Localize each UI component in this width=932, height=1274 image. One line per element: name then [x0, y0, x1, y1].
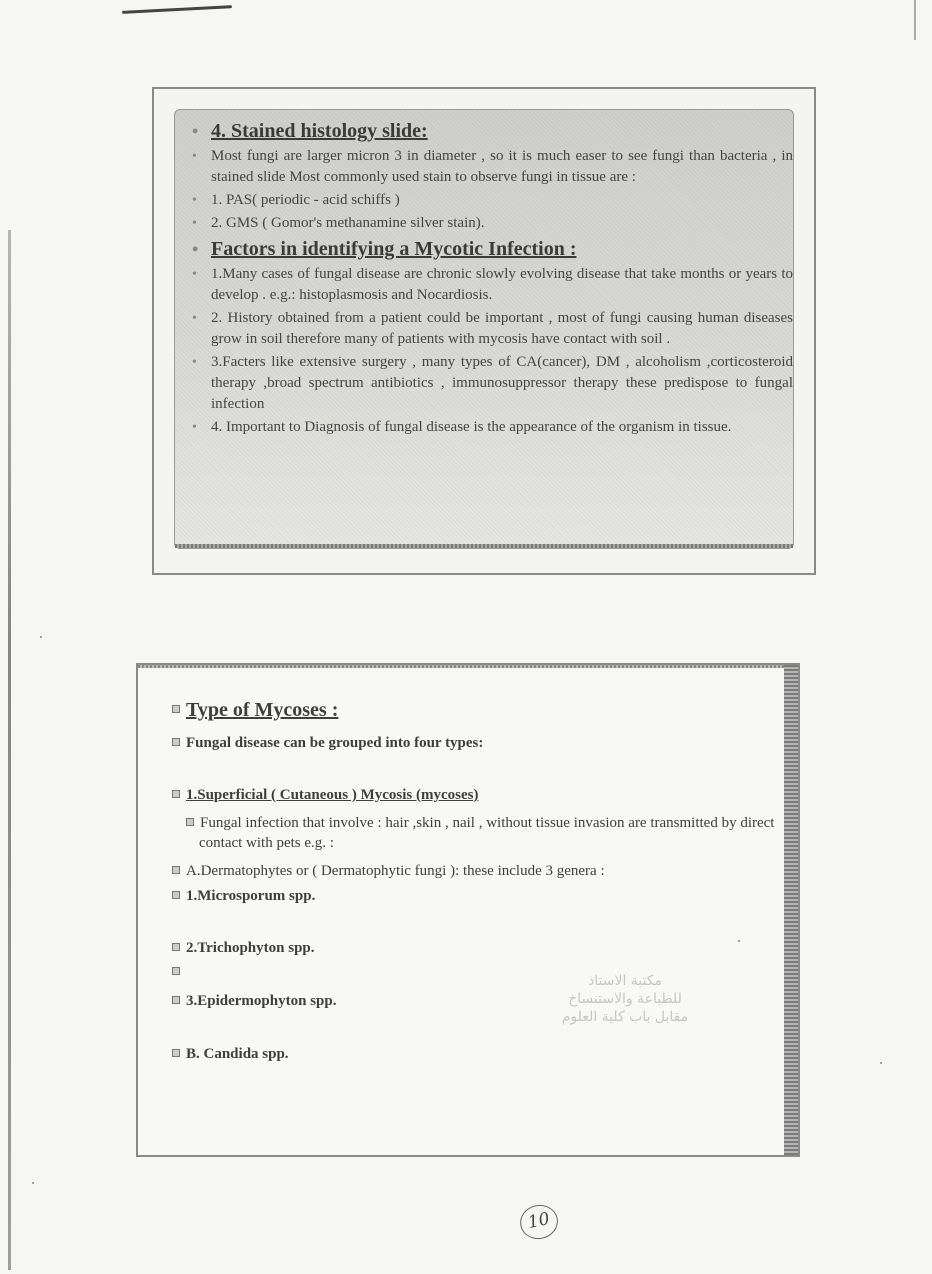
bullet-icon: • [192, 149, 197, 164]
slide-1-item-text: 2. History obtained from a patient could be important , most of fungi causing human diseases grow in soil therefore many of patients with mycosis have contact with soil . [211, 310, 793, 347]
superficial-mycosis-heading [172, 785, 478, 805]
stamp-line-3: مقابل باب كلية العلوم [561, 1009, 689, 1025]
slide-1-item-text: Factors in identifying a Mycotic Infection : [211, 238, 577, 260]
stamp-line-1: مكتبة الاستاذ [588, 973, 662, 989]
scan-speck [738, 940, 740, 942]
slide-2-title [172, 700, 338, 720]
slide-1-content-panel [174, 109, 794, 549]
slide-2-intro-text: Fungal disease can be grouped into four types: [186, 735, 484, 751]
genus-epidermophyton-text: 3.Epidermophyton spp. [186, 993, 337, 1009]
scan-speck [880, 1062, 882, 1064]
slide-2-intro [172, 733, 483, 753]
page-number: 10 [517, 1201, 561, 1242]
slide-1-item-text: 4. Stained histology slide: [211, 120, 428, 142]
slide-1-item-text: 1. PAS( periodic - acid schiffs ) [211, 192, 400, 208]
slide-2-title-text: Type of Mycoses : [186, 699, 339, 721]
slide-1-bottom-rule [175, 544, 793, 548]
scan-speck [32, 1182, 34, 1184]
slide-1-item-text: 3.Facters like extensive surgery , many types of CA(cancer), DM , alcoholism ,corticosteroid therapy ,broad spectrum antibiotics , immunosuppressor therapy these predispose to fungal infection [211, 354, 793, 412]
bullet-icon: • [192, 193, 197, 208]
bullet-icon: • [192, 239, 199, 259]
bullet-icon: • [192, 121, 199, 141]
bullet-icon: • [192, 216, 197, 231]
bullet-icon: • [192, 311, 197, 326]
slide-1-heading [189, 236, 793, 262]
empty-bullet [172, 962, 186, 982]
dermatophytes-text: A.Dermatophytes or ( Dermatophytic fungi ): these include 3 genera : [186, 863, 605, 879]
slide-1-bullet-item [189, 417, 793, 438]
candida-item [172, 1044, 289, 1064]
bullet-icon: • [192, 267, 197, 282]
bullet-icon [172, 866, 180, 874]
genus-trichophyton-text: 2.Trichophyton spp. [186, 940, 315, 956]
slide-1-bullet-item [189, 352, 793, 415]
bullet-icon: • [192, 355, 197, 370]
slide-histology-factors [152, 87, 816, 575]
bullet-icon [172, 967, 180, 975]
slide-1-item-text: 2. GMS ( Gomor's methanamine silver stain). [211, 215, 485, 231]
superficial-mycosis-heading-text: 1.Superficial ( Cutaneous ) Mycosis (mycoses) [186, 787, 479, 803]
bullet-icon [186, 818, 194, 826]
dermatophytes-item [172, 861, 605, 881]
candida-text: B. Candida spp. [186, 1046, 289, 1062]
bullet-icon [172, 705, 180, 713]
slide-1-heading [189, 118, 793, 144]
bullet-icon: • [192, 420, 197, 435]
slide-2-right-bar [784, 665, 798, 1155]
slide-1-bullet-item [189, 190, 793, 211]
bullet-icon [172, 738, 180, 746]
genus-trichophyton [172, 938, 315, 958]
scan-speck [40, 636, 42, 638]
slide-1-bullet-item [189, 264, 793, 306]
slide-1-bullet-item [189, 213, 793, 234]
stamp-line-2: للطباعة والاستنساخ [568, 991, 682, 1007]
slide-1-item-text: 1.Many cases of fungal disease are chronic slowly evolving disease that take months or years to develop . e.g.: histoplasmosis and Nocardiosis. [211, 266, 793, 303]
genus-microsporum [172, 886, 315, 906]
scan-artifact-left-edge [8, 230, 11, 1270]
superficial-mycosis-description [186, 813, 789, 853]
slide-1-bullet-list [189, 118, 793, 440]
slide-1-bullet-item [189, 308, 793, 350]
scan-artifact-top [122, 5, 232, 14]
superficial-mycosis-description-text: Fungal infection that involve : hair ,skin , nail , without tissue invasion are transmitted by direct contact with pets e.g. : [199, 815, 775, 851]
bullet-icon [172, 996, 180, 1004]
scan-artifact-right-edge [914, 0, 916, 40]
print-shop-stamp [520, 972, 730, 1044]
bullet-icon [172, 1049, 180, 1057]
slide-1-item-text: Most fungi are larger micron 3 in diameter , so it is much easer to see fungi than bacteria , in stained slide Most commonly used stain to observe fungi in tissue are : [211, 148, 793, 185]
genus-epidermophyton [172, 991, 336, 1011]
genus-microsporum-text: 1.Microsporum spp. [186, 888, 316, 904]
bullet-icon [172, 790, 180, 798]
bullet-icon [172, 943, 180, 951]
slide-2-top-rule [138, 665, 784, 668]
bullet-icon [172, 891, 180, 899]
slide-1-item-text: 4. Important to Diagnosis of fungal disease is the appearance of the organism in tissue. [211, 419, 732, 435]
slide-1-bullet-item [189, 146, 793, 188]
